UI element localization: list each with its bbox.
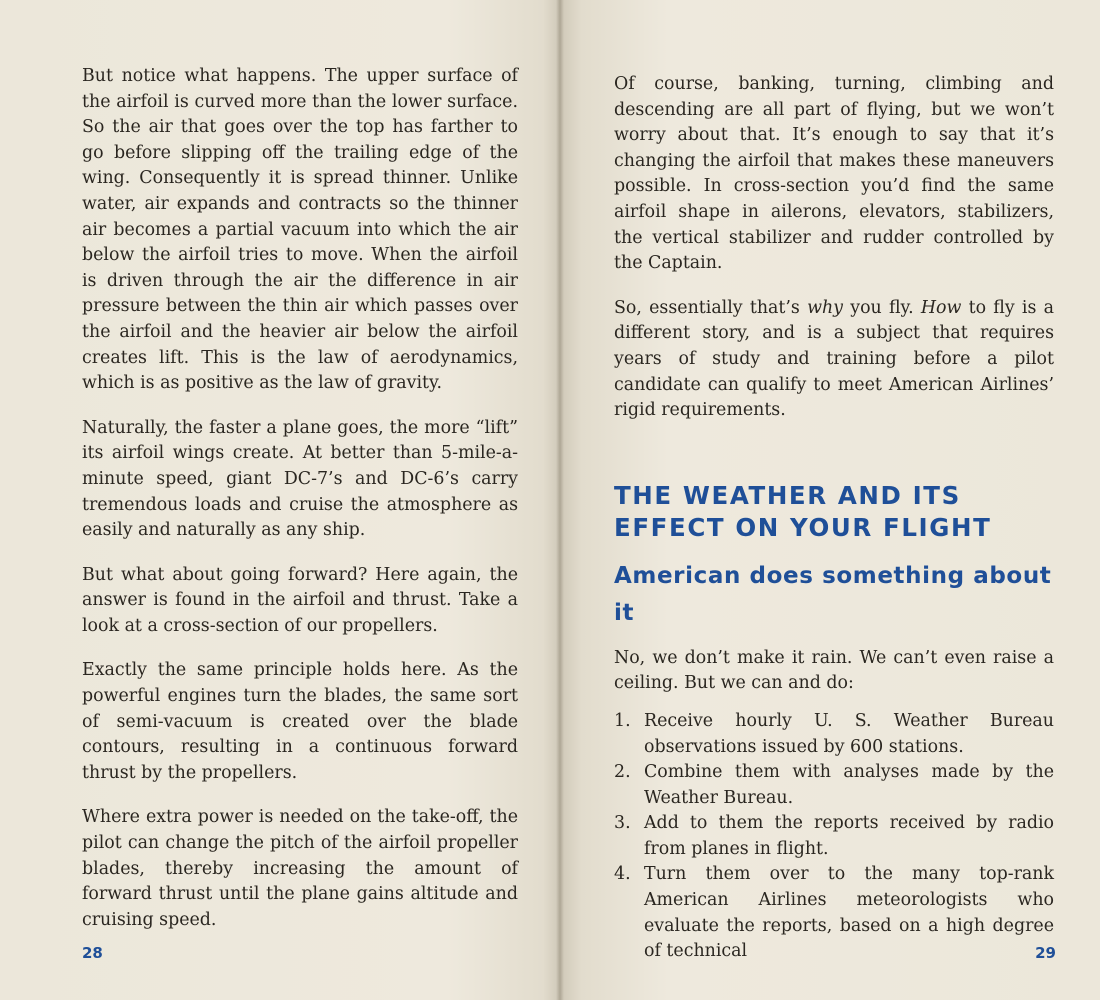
section-heading: THE WEATHER AND ITS EFFECT ON YOUR FLIGHT <box>614 480 992 542</box>
list-item-number: 4. <box>614 864 631 885</box>
left-paragraph-4: Exactly the same principle holds here. As the powerful engines turn the blades, the same sort of semi-vacuum is created over the blade contours, resulting in a continuous forward thrust by the propellers. <box>82 660 518 783</box>
weather-steps-list <box>614 709 1054 965</box>
page-number-left: 28 <box>82 944 103 962</box>
left-paragraph-3: But what about going forward? Here again, the answer is found in the airfoil and thrust. Take a look at a cross-section of our propellers. <box>82 564 518 636</box>
book-gutter <box>556 0 564 1000</box>
left-paragraph-2: Naturally, the faster a plane goes, the more “lift” its airfoil wings create. At better than 5-mile-a-minute speed, giant DC-7’s and DC-6’s carry tremendous loads and cruise the atmosphere as easily and naturally as any ship. <box>82 417 518 541</box>
list-item <box>614 811 1054 862</box>
list-item <box>614 709 1054 760</box>
para2-text-c: to fly is a different story, and is a subject that requires years of study and training before a pilot candidate can qualify to meet American Airlines’ rigid requirements. <box>614 297 1054 421</box>
left-page-text <box>82 64 518 952</box>
right-paragraph-1: Of course, banking, turning, climbing and descending are all part of flying, but we won’t worry about that. It’s enough to say that it’s changing the airfoil that makes these maneuvers possible. In cross-section you’d find the same airfoil shape in ailerons, elevators, stabilizers, the vertical stabilizer and rudder controlled by the Captain. <box>614 74 1054 274</box>
left-paragraph-1: But notice what happens. The upper surface of the airfoil is curved more than the lower surface. So the air that goes over the top has farther to go before slipping off the trailing edge of the wing. Consequently it is spread thinner. Unlike water, air expands and contracts so the thinner air becomes a partial vacuum into which the air below the airfoil tries to move. When the airfoil is driven through the air the difference in air pressure between the thin air which passes over the airfoil and the heavier air below the airfoil creates lift. This is the law of aerodynamics, which is as positive as the law of gravity. <box>82 66 518 394</box>
list-item-text: Add to them the reports received by radio from planes in flight. <box>644 813 1054 859</box>
list-item-text: Combine them with analyses made by the Weather Bureau. <box>644 762 1054 808</box>
para2-emphasis-how: How <box>920 297 962 318</box>
list-item <box>614 760 1054 811</box>
section-intro: No, we don’t make it rain. We can’t even raise a ceiling. But we can and do: <box>614 647 1054 694</box>
list-item <box>614 862 1054 964</box>
left-paragraph-5: Where extra power is needed on the take-off, the pilot can change the pitch of the airfoil propeller blades, thereby increasing the amount of forward thrust until the plane gains altitude and cruising speed. <box>82 807 518 930</box>
para2-emphasis-why: why <box>807 297 844 318</box>
right-paragraph-2 <box>614 296 1054 424</box>
list-item-number: 3. <box>614 813 631 834</box>
right-page-text <box>614 72 1054 965</box>
para2-text-a: So, essentially that’s <box>614 297 808 318</box>
list-item-text: Receive hourly U. S. Weather Bureau observations issued by 600 stations. <box>644 710 1054 757</box>
list-item-text: Turn them over to the many top-rank American Airlines meteorologists who evaluate the reports, based on a high degree of technical <box>644 864 1054 962</box>
list-item-number: 2. <box>614 762 631 783</box>
page-number-right: 29 <box>1035 944 1056 962</box>
list-item-number: 1. <box>614 710 631 731</box>
section-subheading: American does something about it <box>614 562 1052 626</box>
para2-text-b: you fly. <box>843 297 921 318</box>
right-page <box>560 0 1100 1000</box>
